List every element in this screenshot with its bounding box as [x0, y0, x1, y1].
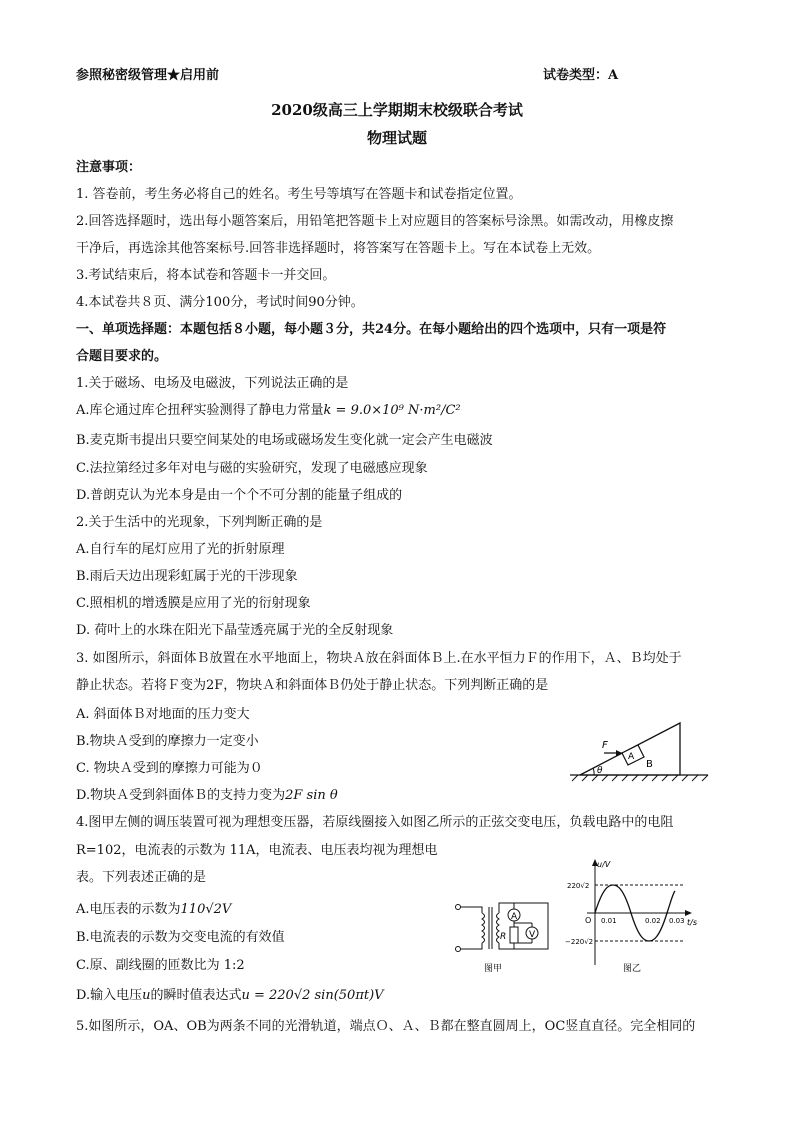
- q4-stem-line1: 4.图甲左侧的调压装置可视为理想变压器，若原线圈接入如图乙所示的正弦交变电压，负载电路中的电阻: [76, 815, 674, 830]
- t3-label: 0.03: [669, 917, 685, 925]
- q4-option-a-text: A.电压表的示数为: [76, 902, 181, 917]
- q1-option-b: B.麦克斯韦提出只要空间某处的电场或磁场发生变化就一定会产生电磁波: [76, 433, 493, 448]
- q2-stem: 2.关于生活中的光现象，下列判断正确的是: [76, 515, 323, 530]
- note-4: 4.本试卷共８页、满分100分，考试时间90分钟。: [76, 295, 364, 310]
- q3-option-b: B.物块Ａ受到的摩擦力一定变小: [76, 734, 259, 749]
- note-2-line1: 2.回答选择题时，选出每小题答案后，用铅笔把答题卡上对应题目的答案标号涂黑。如需改动，用橡皮擦: [76, 214, 674, 229]
- q3-stem-line2: 静止状态。若将Ｆ变为2F，物块Ａ和斜面体Ｂ仍处于静止状态。下列判断正确的是: [76, 678, 549, 693]
- note-3: 3.考试结束后，将本试卷和答题卡一并交回。: [76, 268, 336, 283]
- angle-arc: [593, 768, 594, 775]
- ground-hatch: [572, 775, 708, 781]
- q4-stem-line3: 表。下列表述正确的是: [76, 870, 207, 885]
- q1-stem: 1.关于磁场、电场及电磁波，下列说法正确的是: [76, 376, 349, 391]
- resistor-label: R: [500, 932, 507, 942]
- q1-option-a: [76, 403, 461, 419]
- q4-voltage-graph: [565, 857, 700, 977]
- origin-label: O: [585, 916, 592, 925]
- q4-option-c: C.原、副线圈的匝数比为 1:2: [76, 958, 245, 973]
- figure-a-caption: 图甲: [484, 964, 503, 974]
- q4-option-a: [76, 902, 231, 918]
- ammeter-label: A: [511, 912, 518, 922]
- t2-label: 0.02: [645, 917, 661, 925]
- q1-option-a-formula: k = 9.0×10⁹ N·m²/C²: [323, 403, 461, 418]
- label-theta: θ: [597, 766, 603, 776]
- resistor-symbol: [510, 927, 518, 943]
- x-axis-label: t/s: [687, 918, 697, 927]
- q4-option-b: B.电流表的示数为交变电流的有效值: [76, 930, 285, 945]
- q3-option-d-formula: 2F sin θ: [285, 788, 338, 803]
- q1-option-c: C.法拉第经过多年对电与磁的实验研究，发现了电磁感应现象: [76, 461, 428, 476]
- q4-transformer-figure: [452, 893, 562, 975]
- label-a: A: [628, 752, 635, 762]
- q2-option-d: D. 荷叶上的水珠在阳光下晶莹透亮属于光的全反射现象: [76, 623, 394, 638]
- primary-coil: [482, 913, 485, 943]
- exam-title: 2020级高三上学期期末校级联合考试: [271, 101, 523, 119]
- q2-option-a: A.自行车的尾灯应用了光的折射原理: [76, 542, 285, 557]
- q4-option-d: [76, 988, 384, 1004]
- notes-heading: 注意事项：: [76, 160, 142, 175]
- q5-stem-line1: 5.如图所示，OA、OB为两条不同的光滑轨道，端点Ｏ、Ａ、Ｂ都在整直圆周上，OC竖直直径。完全相同的: [76, 1019, 696, 1034]
- section-1-heading-line1: 一、单项选择题：本题包括８小题，每小题３分，共24分。在每小题给出的四个选项中，只有一项是符: [76, 322, 667, 337]
- q3-option-d: [76, 788, 338, 804]
- terminal-bottom: [456, 947, 461, 952]
- q4-option-d-text1: D.输入电压: [76, 988, 143, 1003]
- note-2-line2: 干净后，再选涂其他答案标号.回答非选择题时，将答案写在答题卡上。写在本试卷上无效。: [76, 241, 601, 256]
- q1-option-a-text: A.库仑通过库仑扭秤实验测得了静电力常量: [76, 403, 324, 418]
- label-f: F: [602, 740, 608, 751]
- q1-option-d: D.普朗克认为光本身是由一个个不可分割的能量子组成的: [76, 488, 403, 503]
- q4-option-a-formula: 110√2V: [180, 902, 232, 917]
- figure-b-caption: 图乙: [623, 964, 642, 974]
- q3-stem-line1: 3. 如图所示，斜面体Ｂ放置在水平地面上，物块Ａ放在斜面体Ｂ上.在水平恒力Ｆ的作用下，Ａ、Ｂ均处于: [76, 651, 682, 666]
- exam-subtitle: 物理试题: [366, 129, 427, 147]
- confidential-label: 参照秘密级管理★启用前: [76, 68, 220, 83]
- t1-label: 0.01: [601, 917, 617, 925]
- q4-option-d-u: u: [142, 988, 151, 1003]
- q4-stem-line2: R=102，电流表的示数为 11A，电流表、电压表均视为理想电: [76, 843, 438, 858]
- y-axis-label: u/V: [597, 860, 611, 869]
- section-1-heading-line2: 合题目要求的。: [76, 349, 168, 364]
- q3-option-a: A. 斜面体Ｂ对地面的压力变大: [76, 707, 250, 722]
- paper-type-label: 试卷类型：A: [543, 68, 619, 83]
- note-1: 1. 答卷前，考生务必将自己的姓名。考生号等填写在答题卡和试卷指定位置。: [76, 187, 522, 202]
- label-b: B: [646, 759, 653, 770]
- q3-incline-figure: [560, 715, 720, 785]
- ymin-label: −220√2: [565, 938, 594, 946]
- ymax-label: 220√2: [567, 882, 590, 890]
- q2-option-c: C.照相机的增透膜是应用了光的衍射现象: [76, 596, 311, 611]
- voltmeter-label: V: [529, 930, 536, 940]
- q3-option-d-text: D.物块Ａ受到斜面体Ｂ的支持力变为: [76, 788, 286, 803]
- secondary-circuit: [499, 903, 548, 949]
- q4-option-d-formula: u = 220√2 sin(50πt)V: [241, 988, 384, 1003]
- q2-option-b: B.雨后天边出现彩虹属于光的干涉现象: [76, 569, 298, 584]
- q3-option-c: C. 物块Ａ受到的摩擦力可能为０: [76, 761, 263, 776]
- secondary-coil: [497, 913, 500, 943]
- terminal-top: [456, 905, 461, 910]
- q4-option-d-text2: 的瞬时值表达式: [150, 988, 242, 1003]
